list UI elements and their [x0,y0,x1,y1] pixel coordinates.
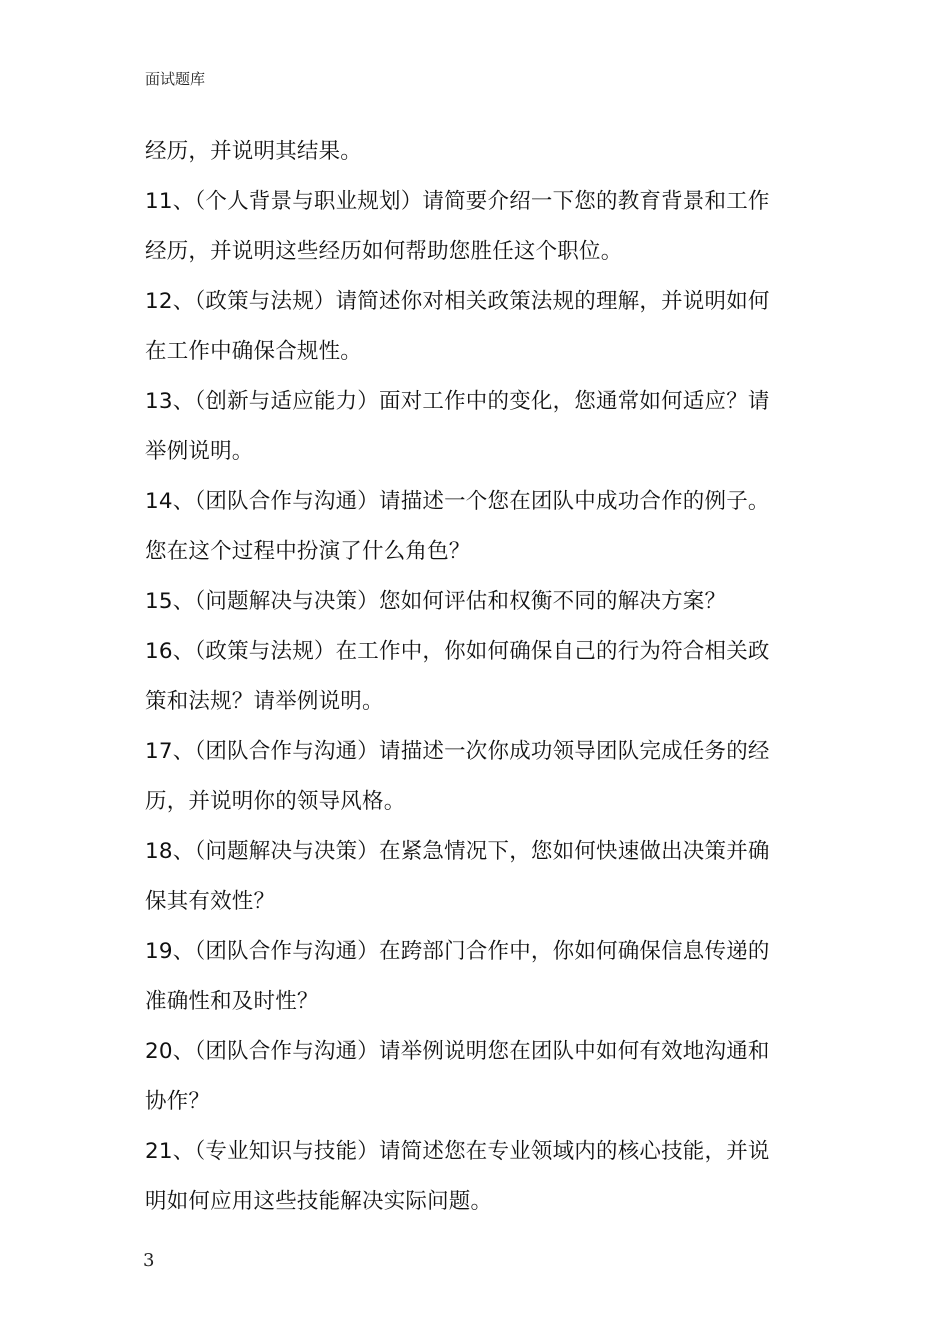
text-line: 14、（团队合作与沟通）请描述一个您在团队中成功合作的例子。 [145,489,770,514]
text-line: 21、（专业知识与技能）请简述您在专业领域内的核心技能，并说 [145,1139,770,1164]
page-number: 3 [143,1250,155,1271]
text-line: 20、（团队合作与沟通）请举例说明您在团队中如何有效地沟通和 [145,1039,770,1064]
text-line: 在工作中确保合规性。 [145,339,363,364]
text-line: 19、（团队合作与沟通）在跨部门合作中，你如何确保信息传递的 [145,939,770,964]
text-line: 12、（政策与法规）请简述你对相关政策法规的理解，并说明如何 [145,289,770,314]
text-line: 准确性和及时性？ [145,989,319,1014]
page-header-title: 面试题库 [145,70,206,88]
text-line: 经历，并说明其结果。 [145,139,363,164]
text-line: 16、（政策与法规）在工作中，你如何确保自己的行为符合相关政 [145,639,770,664]
text-line: 历，并说明你的领导风格。 [145,789,406,814]
document-body [145,135,810,1235]
text-line: 举例说明。 [145,439,254,464]
text-line: 明如何应用这些技能解决实际问题。 [145,1189,493,1214]
text-line: 13、（创新与适应能力）面对工作中的变化，您通常如何适应？请 [145,389,770,414]
text-line: 协作？ [145,1089,211,1114]
text-line: 11、（个人背景与职业规划）请简要介绍一下您的教育背景和工作 [145,189,770,214]
text-line: 您在这个过程中扮演了什么角色？ [145,539,471,564]
text-line: 15、（问题解决与决策）您如何评估和权衡不同的解决方案？ [145,589,727,614]
text-line: 17、（团队合作与沟通）请描述一次你成功领导团队完成任务的经 [145,739,770,764]
text-line: 策和法规？请举例说明。 [145,689,384,714]
text-line: 经历，并说明这些经历如何帮助您胜任这个职位。 [145,239,623,264]
text-line: 保其有效性？ [145,889,276,914]
text-line: 18、（问题解决与决策）在紧急情况下，您如何快速做出决策并确 [145,839,770,864]
